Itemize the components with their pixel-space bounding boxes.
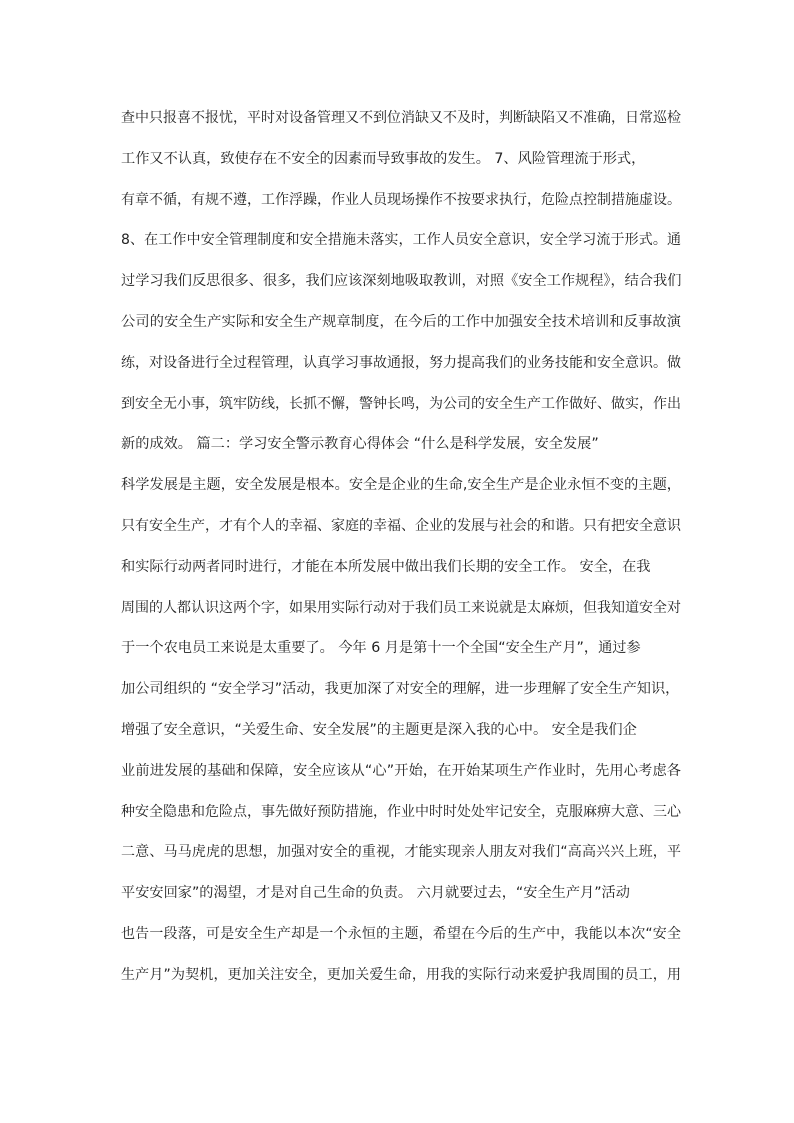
text-line-12: 和实际行动两者同时进行，才能在本所发展中做出我们长期的安全工作。 安全，在我 [121, 558, 651, 575]
text-line-19: 二意、马马虎虎的思想，加强对安全的重视，才能实现亲人朋友对我们“高高兴兴上班，平 [121, 844, 681, 861]
text-line-16: 增强了安全意识，“关爱生命、安全发展”的主题更是深入我的心中。 安全是我们企 [121, 721, 637, 738]
text-line-7: 练，对设备进行全过程管理，认真学习事故通报，努力提高我们的业务技能和安全意识。做 [121, 354, 681, 371]
document-body-text [121, 108, 681, 1006]
text-line-8: 到安全无小事，筑牢防线，长抓不懈，警钟长鸣，为公司的安全生产工作做好、做实，作出 [121, 395, 681, 412]
text-line-21: 也告一段落，可是安全生产却是一个永恒的主题，希望在今后的生产中，我能以本次“安全 [121, 925, 681, 942]
text-line-2: 工作又不认真，致使存在不安全的因素而导致事故的发生。 7、风险管理流于形式， [121, 150, 646, 167]
text-line-14: 于一个农电员工来说是太重要了。 今年 6 月是第十一个全国“安全生产月”，通过参 [121, 640, 641, 657]
text-line-3: 有章不循，有规不遵，工作浮躁，作业人员现场操作不按要求执行，危险点控制措施虚设。 [121, 191, 681, 208]
text-line-10: 科学发展是主题，安全发展是根本。安全是企业的生命,安全生产是企业永恒不变的主题， [121, 477, 681, 494]
text-line-22: 生产月”为契机，更加关注安全，更加关爱生命，用我的实际行动来爱护我周围的员工，用 [121, 966, 681, 983]
text-line-11: 只有安全生产，才有个人的幸福、家庭的幸福、企业的发展与社会的和谐。只有把安全意识 [121, 517, 681, 534]
text-line-6: 公司的安全生产实际和安全生产规章制度，在今后的工作中加强安全技术培训和反事故演 [121, 313, 681, 330]
text-line-17: 业前进发展的基础和保障，安全应该从“心”开始，在开始某项生产作业时，先用心考虑各 [121, 762, 681, 779]
text-line-9: 新的成效。 篇二：学习安全警示教育心得体会 “什么是科学发展，安全发展” [121, 436, 599, 453]
text-line-20: 平安安回家”的渴望，才是对自己生命的负责。 六月就要过去，“安全生产月”活动 [121, 885, 630, 902]
text-line-1: 查中只报喜不报忧，平时对设备管理又不到位消缺又不及时，判断缺陷又不准确，日常巡检 [121, 110, 681, 126]
text-line-13: 周围的人都认识这两个字，如果用实际行动对于我们员工来说就是太麻烦，但我知道安全对 [121, 599, 681, 616]
text-line-15: 加公司组织的 “安全学习”活动，我更加深了对安全的理解，进一步理解了安全生产知识， [121, 681, 680, 698]
text-line-4: 8、在工作中安全管理制度和安全措施未落实，工作人员安全意识，安全学习流于形式。通 [121, 232, 681, 249]
text-line-18: 种安全隐患和危险点，事先做好预防措施，作业中时时处处牢记安全，克服麻痹大意、三心 [121, 803, 681, 820]
text-line-5: 过学习我们反思很多、很多，我们应该深刻地吸取教训，对照《安全工作规程》，结合我们 [121, 273, 682, 290]
